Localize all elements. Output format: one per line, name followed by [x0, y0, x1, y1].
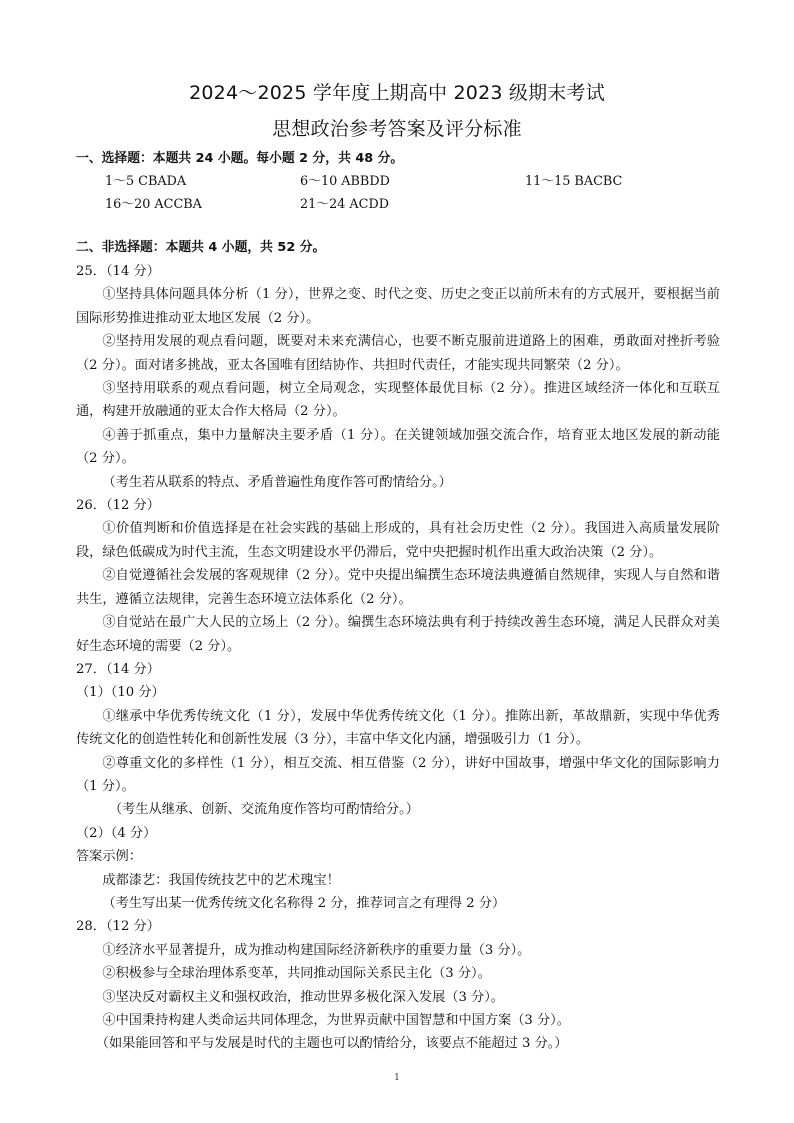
q27-example: 成都漆艺：我国传统技艺中的艺术瑰宝！: [102, 872, 340, 888]
section1-heading: 一、选择题：本题共 24 小题。每小题 2 分，共 48 分。: [76, 151, 404, 166]
q28-point-3: ③坚决反对霸权主义和强权政治，推动世界多极化深入发展（3 分）。: [102, 989, 504, 1005]
q27-label: 27．（14 分）: [76, 661, 160, 677]
answer-16-20: 16～20 ACCBA: [105, 197, 202, 212]
q28-point-2: ②积极参与全球治理体系变革，共同推动国际关系民主化（3 分）。: [102, 966, 491, 982]
q25-note: （考生若从联系的特点、矛盾普遍性角度作答可酌情给分。）: [102, 474, 452, 490]
section2-heading: 二、非选择题：本题共 4 小题，共 52 分。: [76, 240, 326, 255]
q25-point-2: ②坚持用发展的观点看问题，既要对未来充满信心，也要不断克服前进道路上的困难，勇敢面对挫折考验（2 分）。面对诸多挑战，亚太各国唯有团结协作、共担时代责任，才能实现共同繁荣（2 分）。: [76, 334, 720, 373]
exam-title: 2024～2025 学年度上期高中 2023 级期末考试: [189, 82, 605, 104]
q28-point-1: ①经济水平显著提升，成为推动构建国际经济新秩序的重要力量（3 分）。: [102, 942, 531, 958]
q28-label: 28．（12 分）: [76, 919, 160, 935]
q27-note-2: （考生写出某一优秀传统文化名称得 2 分，推荐词言之有理得 2 分）: [102, 895, 506, 911]
q25-point-3: ③坚持用联系的观点看问题，树立全局观念，实现整体最优目标（2 分）。推进区域经济一体化和互联互通，构建开放融通的亚太合作大格局（2 分）。: [76, 381, 720, 420]
answer-body: [76, 260, 720, 1056]
q27-point-1: ①继承中华优秀传统文化（1 分），发展中华优秀传统文化（1 分）。推陈出新，革故鼎新，实现中华优秀传统文化的创造性转化和创新性发展（3 分），丰富中华文化内涵，增强吸引力（1 分）。: [76, 708, 720, 748]
q28-note: （如果能回答和平与发展是时代的主题也可以酌情给分，该要点不能超过 3 分。）: [95, 1036, 568, 1052]
answer-21-24: 21～24 ACDD: [300, 197, 389, 212]
answer-11-15: 11～15 BACBC: [525, 174, 623, 189]
q26-point-3: ③自觉站在最广大人民的立场上（2 分）。编撰生态环境法典有利于持续改善生态环境，满足人民群众对美好生态环境的需要（2 分）。: [76, 615, 720, 654]
q27-point-2: ②尊重文化的多样性（1 分），相互交流、相互借鉴（2 分），讲好中国故事，增强中华文化的国际影响力（1 分）。: [76, 755, 720, 794]
q25-point-4: ④善于抓重点，集中力量解决主要矛盾（1 分）。在关键领域加强交流合作，培育亚太地区发展的新动能（2 分）。: [76, 427, 720, 467]
q27-sub-2: （2）（4 分）: [76, 825, 157, 841]
q27-note-1: （考生从继承、创新、交流角度作答均可酌情给分。）: [109, 802, 419, 818]
answer-1-5: 1～5 CBADA: [105, 174, 187, 189]
page-number: 1: [394, 1073, 400, 1083]
q27-example-label: 答案示例：: [76, 849, 142, 865]
q25-point-1: ①坚持具体问题具体分析（1 分），世界之变、时代之变、历史之变正以前所未有的方式展开，要根据当前国际形势推进推动亚太地区发展（2 分）。: [76, 287, 720, 326]
q26-point-1: ①价值判断和价值选择是在社会实践的基础上形成的，具有社会历史性（2 分）。我国进入高质量发展阶段，绿色低碳成为时代主流，生态文明建设水平仍滞后，党中央把握时机作出重大政治决策（2 分）。: [76, 521, 720, 560]
answer-6-10: 6～10 ABBDD: [300, 174, 390, 189]
exam-subtitle: 思想政治参考答案及评分标准: [272, 118, 522, 140]
q26-point-2: ②自觉遵循社会发展的客观规律（2 分）。党中央提出编撰生态环境法典遵循自然规律，实现人与自然和谐共生，遵循立法规律，完善生态环境立法体系化（2 分）。: [76, 568, 720, 607]
q28-point-4: ④中国秉持构建人类命运共同体理念，为世界贡献中国智慧和中国方案（3 分）。: [102, 1013, 570, 1028]
q26-label: 26．（12 分）: [76, 498, 160, 514]
q27-sub-1: （1）（10 分）: [76, 685, 165, 701]
q25-label: 25．（14 分）: [76, 264, 160, 279]
